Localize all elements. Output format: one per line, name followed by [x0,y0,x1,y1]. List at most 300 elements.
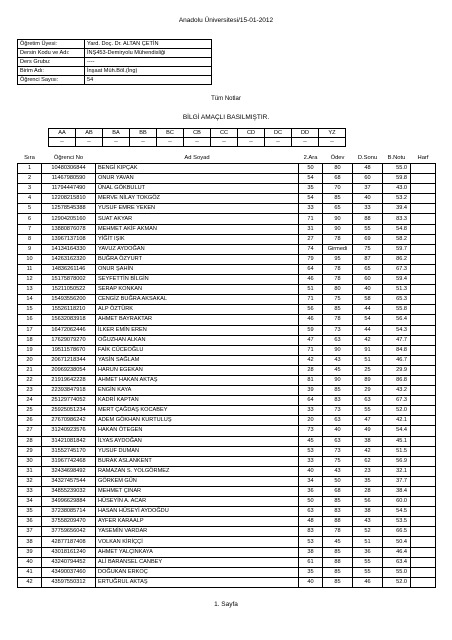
row-number: 31 [18,466,42,476]
column-header: 2.Ara [299,154,323,164]
letter-grade [411,487,436,497]
student-number: 15526118210 [42,305,96,315]
letter-grade [411,295,436,305]
student-number: 31552745170 [42,446,96,456]
midterm-score: 28 [299,365,323,375]
midterm-score: 39 [299,386,323,396]
student-name: YİĞİT IŞIK [96,234,299,244]
final-score: 29 [353,386,383,396]
midterm-score: 83 [299,527,323,537]
student-name: FAİK CÜCEOĞLU [96,345,299,355]
overall-score: 59.4 [383,275,411,285]
final-score: 36 [353,547,383,557]
grade-header-cell: DD [292,129,319,138]
student-number: 12904205160 [42,214,96,224]
student-name: SERAP KONKAN [96,285,299,295]
homework-score: 45 [323,537,353,547]
grade-value-cell: -- [76,138,103,147]
midterm-score: 40 [299,466,323,476]
student-name: SEYFETTİN BİLGİN [96,275,299,285]
student-number: 34996629884 [42,497,96,507]
letter-grade [411,476,436,486]
student-name: DOĞUKAN ERKOÇ [96,567,299,577]
student-name: OĞUZHAN ALKAN [96,335,299,345]
midterm-score: 50 [299,497,323,507]
row-number: 25 [18,406,42,416]
table-row [18,436,436,446]
student-number: 34855239032 [42,487,96,497]
homework-score: 68 [323,487,353,497]
student-name: AHMET HAKAN AKTAŞ [96,375,299,385]
overall-score: 67.3 [383,396,411,406]
student-name: BURAK ASLANKENT [96,456,299,466]
student-number: 12208215810 [42,194,96,204]
student-name: HÜSEYİN A. ACAR [96,497,299,507]
table-row [18,557,436,567]
table-row [18,325,436,335]
row-number: 10 [18,254,42,264]
table-row [18,396,436,406]
midterm-score: 34 [299,476,323,486]
grade-header-cell: YZ [319,129,346,138]
midterm-score: 71 [299,295,323,305]
final-score: 60 [353,174,383,184]
column-header: Ad Soyad [96,154,299,164]
homework-score: 78 [323,315,353,325]
info-row [18,67,212,76]
final-score: 40 [353,285,383,295]
student-number: 37238085714 [42,507,96,517]
table-header-row [18,154,436,164]
row-number: 1 [18,164,42,174]
info-value: İnşaat Müh.Böl.(İng) [85,67,212,76]
letter-grade [411,436,436,446]
homework-score: 83 [323,507,353,517]
overall-score: 46.7 [383,355,411,365]
student-number: 17629079270 [42,335,96,345]
student-number: 15175878002 [42,275,96,285]
overall-score: 55.8 [383,305,411,315]
homework-score: 85 [323,305,353,315]
table-row [18,487,436,497]
table-row [18,234,436,244]
letter-grade [411,537,436,547]
letter-grade [411,426,436,436]
overall-score: 84.8 [383,345,411,355]
page-footer: 1. Sayfa [214,601,238,608]
overall-score: 53.5 [383,517,411,527]
student-number: 27670986242 [42,416,96,426]
student-name: CENGİZ BUĞRA AKSAKAL [96,295,299,305]
student-number: 37558209470 [42,517,96,527]
student-number: 43597550312 [42,577,96,587]
student-number: 14263162320 [42,254,96,264]
table-row [18,305,436,315]
letter-grade [411,396,436,406]
homework-score: 85 [323,386,353,396]
overall-score: 51.3 [383,285,411,295]
student-name: YUSUF DUMAN [96,446,299,456]
student-name: AYFER KARAALP [96,517,299,527]
homework-score: 65 [323,204,353,214]
table-row [18,345,436,355]
overall-score: 86.8 [383,375,411,385]
final-score: 42 [353,335,383,345]
homework-score: 90 [323,214,353,224]
overall-score: 51.5 [383,446,411,456]
table-row [18,476,436,486]
student-name: ERTUĞRUL AKTAŞ [96,577,299,587]
column-header: Sıra [18,154,42,164]
notes-title: Tüm Notlar [211,96,241,102]
student-number: 22393847918 [42,386,96,396]
letter-grade [411,174,436,184]
table-row [18,214,436,224]
midterm-score: 61 [299,557,323,567]
midterm-score: 53 [299,446,323,456]
row-number: 21 [18,365,42,375]
table-row [18,466,436,476]
student-name: İLYAS AYDOĞAN [96,436,299,446]
midterm-score: 53 [299,537,323,547]
midterm-score: 35 [299,567,323,577]
final-score: 51 [353,537,383,547]
homework-score: 45 [323,365,353,375]
student-number: 25925051234 [42,406,96,416]
homework-score: 50 [323,476,353,486]
homework-score: 78 [323,234,353,244]
final-score: 37 [353,184,383,194]
table-row [18,527,436,537]
column-header: Ödev [323,154,353,164]
letter-grade [411,234,436,244]
row-number: 34 [18,497,42,507]
row-number: 14 [18,295,42,305]
letter-grade [411,446,436,456]
letter-grade [411,164,436,174]
midterm-score: 35 [299,184,323,194]
overall-score: 67.3 [383,264,411,274]
student-name: ÜNAL GÖKBULUT [96,184,299,194]
final-score: 55 [353,567,383,577]
midterm-score: 51 [299,285,323,295]
letter-grade [411,275,436,285]
student-number: 11794447490 [42,184,96,194]
student-name: ALP ÖZTÜRK [96,305,299,315]
final-score: 33 [353,204,383,214]
table-row [18,174,436,184]
letter-grade [411,406,436,416]
student-name: MEHMET ÇINAR [96,487,299,497]
table-row [18,426,436,436]
letter-grade [411,456,436,466]
grade-value-row [49,138,346,147]
homework-score: 73 [323,406,353,416]
overall-score: 42.1 [383,416,411,426]
row-number: 29 [18,446,42,456]
student-grades-table [17,154,436,588]
overall-score: 86.2 [383,254,411,264]
student-number: 31240923576 [42,426,96,436]
overall-score: 54.4 [383,426,411,436]
midterm-score: 45 [299,436,323,446]
overall-score: 45.1 [383,436,411,446]
student-number: 10480306844 [42,164,96,174]
info-row [18,40,212,49]
student-number: 32434698492 [42,466,96,476]
midterm-score: 38 [299,547,323,557]
midterm-score: 73 [299,426,323,436]
final-score: 87 [353,254,383,264]
overall-score: 55.0 [383,567,411,577]
homework-score: 63 [323,436,353,446]
document-header-title: Anadolu Üniversitesi/15-01-2012 [178,17,274,24]
final-score: 48 [353,164,383,174]
row-number: 12 [18,275,42,285]
homework-score: 90 [323,375,353,385]
homework-score: 85 [323,497,353,507]
row-number: 9 [18,244,42,254]
final-score: 88 [353,214,383,224]
student-name: AHMET YALÇINKAYA [96,547,299,557]
homework-score: 85 [323,194,353,204]
homework-score: Girmedi [323,244,353,254]
letter-grade [411,375,436,385]
overall-score: 38.4 [383,487,411,497]
final-score: 52 [353,527,383,537]
overall-score: 54.5 [383,507,411,517]
final-score: 56 [353,497,383,507]
table-row [18,335,436,345]
homework-score: 73 [323,325,353,335]
student-number: 13967137108 [42,234,96,244]
midterm-score: 74 [299,244,323,254]
letter-grade [411,285,436,295]
midterm-score: 33 [299,406,323,416]
student-number: 25129774052 [42,396,96,406]
table-row [18,365,436,375]
row-number: 18 [18,335,42,345]
overall-score: 63.4 [383,557,411,567]
grade-value-cell: -- [211,138,238,147]
letter-grade [411,184,436,194]
student-name: ONUR ŞAHİN [96,264,299,274]
midterm-score: 36 [299,487,323,497]
info-label: Ders Grubu: [18,58,85,67]
table-row [18,507,436,517]
midterm-score: 56 [299,305,323,315]
homework-score: 85 [323,567,353,577]
student-number: 20671218344 [42,355,96,365]
student-number: 15211050522 [42,285,96,295]
student-number: 31421081842 [42,436,96,446]
letter-grade [411,355,436,365]
student-name: BENGİ KIPÇAK [96,164,299,174]
final-score: 23 [353,466,383,476]
grade-header-cell: BB [130,129,157,138]
letter-grade [411,254,436,264]
row-number: 26 [18,416,42,426]
final-score: 51 [353,355,383,365]
row-number: 33 [18,487,42,497]
grade-header-cell: DC [265,129,292,138]
letter-grade [411,547,436,557]
row-number: 42 [18,577,42,587]
letter-grade [411,577,436,587]
homework-score: 73 [323,446,353,456]
info-label: Öğrenci Sayısı: [18,76,85,85]
student-name: YUSUF EMRE YEKEN [96,204,299,214]
table-row [18,547,436,557]
student-name: RAMAZAN S. YOLGÖRMEZ [96,466,299,476]
row-number: 6 [18,214,42,224]
table-row [18,315,436,325]
row-number: 22 [18,375,42,385]
student-name: YASEMİN VARDAR [96,527,299,537]
row-number: 37 [18,527,42,537]
overall-score: 52.0 [383,406,411,416]
overall-score: 47.7 [383,335,411,345]
row-number: 13 [18,285,42,295]
student-number: 21919642228 [42,375,96,385]
student-name: ADEM GÖKHAN KURTULUŞ [96,416,299,426]
student-number: 43018161240 [42,547,96,557]
overall-score: 32.1 [383,466,411,476]
midterm-score: 64 [299,264,323,274]
midterm-score: 40 [299,577,323,587]
table-row [18,224,436,234]
grade-header-cell: AB [76,129,103,138]
student-name: HARUN EGEKAN [96,365,299,375]
table-row [18,244,436,254]
print-notice: BİLGİ AMAÇLI BASILMIŞTIR. [182,114,270,121]
row-number: 5 [18,204,42,214]
final-score: 44 [353,305,383,315]
midterm-score: 71 [299,214,323,224]
homework-score: 63 [323,416,353,426]
course-info-table [17,39,212,85]
homework-score: 75 [323,295,353,305]
midterm-score: 33 [299,204,323,214]
student-number: 43490037460 [42,567,96,577]
overall-score: 37.7 [383,476,411,486]
table-row [18,184,436,194]
final-score: 62 [353,456,383,466]
student-number: 15632083918 [42,315,96,325]
table-row [18,567,436,577]
row-number: 41 [18,567,42,577]
homework-score: 78 [323,275,353,285]
table-row [18,577,436,587]
homework-score: 43 [323,466,353,476]
grade-value-cell: -- [319,138,346,147]
student-name: HAKAN ÖTEGEN [96,426,299,436]
final-score: 69 [353,234,383,244]
student-number: 16472062446 [42,325,96,335]
overall-score: 50.4 [383,537,411,547]
overall-score: 39.4 [383,204,411,214]
table-row [18,164,436,174]
row-number: 24 [18,396,42,406]
letter-grade [411,214,436,224]
row-number: 30 [18,456,42,466]
table-row [18,275,436,285]
table-row [18,204,436,214]
letter-grade [411,325,436,335]
grade-header-cell: BA [103,129,130,138]
final-score: 63 [353,396,383,406]
grade-header-cell: CB [184,129,211,138]
homework-score: 88 [323,517,353,527]
info-row [18,76,212,85]
midterm-score: 46 [299,315,323,325]
homework-score: 90 [323,224,353,234]
student-number: 37759656042 [42,527,96,537]
table-row [18,406,436,416]
homework-score: 78 [323,264,353,274]
grade-value-cell: -- [49,138,76,147]
row-number: 32 [18,476,42,486]
homework-score: 80 [323,285,353,295]
student-name: MEHMET AKİF AKMAN [96,224,299,234]
overall-score: 53.2 [383,194,411,204]
final-score: 35 [353,476,383,486]
row-number: 2 [18,174,42,184]
midterm-score: 50 [299,164,323,174]
row-number: 17 [18,325,42,335]
homework-score: 88 [323,557,353,567]
overall-score: 58.2 [383,234,411,244]
student-name: ENGİN KAYA [96,386,299,396]
final-score: 65 [353,264,383,274]
letter-grade [411,466,436,476]
homework-score: 63 [323,335,353,345]
student-name: İLKER EMİN EREN [96,325,299,335]
info-label: Öğretim Üyesi: [18,40,85,49]
grade-value-cell: -- [130,138,157,147]
final-score: 38 [353,436,383,446]
overall-score: 52.0 [383,577,411,587]
row-number: 36 [18,517,42,527]
grade-header-cell: BC [157,129,184,138]
letter-grade [411,365,436,375]
table-row [18,517,436,527]
letter-grade [411,315,436,325]
row-number: 19 [18,345,42,355]
student-name: YAVUZ AYDOĞAN [96,244,299,254]
grade-value-cell: -- [265,138,292,147]
info-value: 54 [85,76,212,85]
homework-score: 80 [323,164,353,174]
midterm-score: 27 [299,234,323,244]
info-label: Birim Adı: [18,67,85,76]
row-number: 39 [18,547,42,557]
student-number: 42877187408 [42,537,96,547]
homework-score: 78 [323,527,353,537]
student-name: ONUR YAVAN [96,174,299,184]
grade-header-cell: AA [49,129,76,138]
midterm-score: 81 [299,375,323,385]
info-value: Yard. Doç. Dr. ALTAN ÇETİN [85,40,212,49]
homework-score: 68 [323,174,353,184]
final-score: 54 [353,315,383,325]
homework-score: 40 [323,426,353,436]
student-number: 14134164330 [42,244,96,254]
letter-grade [411,557,436,567]
column-header: Harf [411,154,436,164]
grade-distribution-table [48,128,346,147]
student-name: AHMET BAYRAKTAR [96,315,299,325]
